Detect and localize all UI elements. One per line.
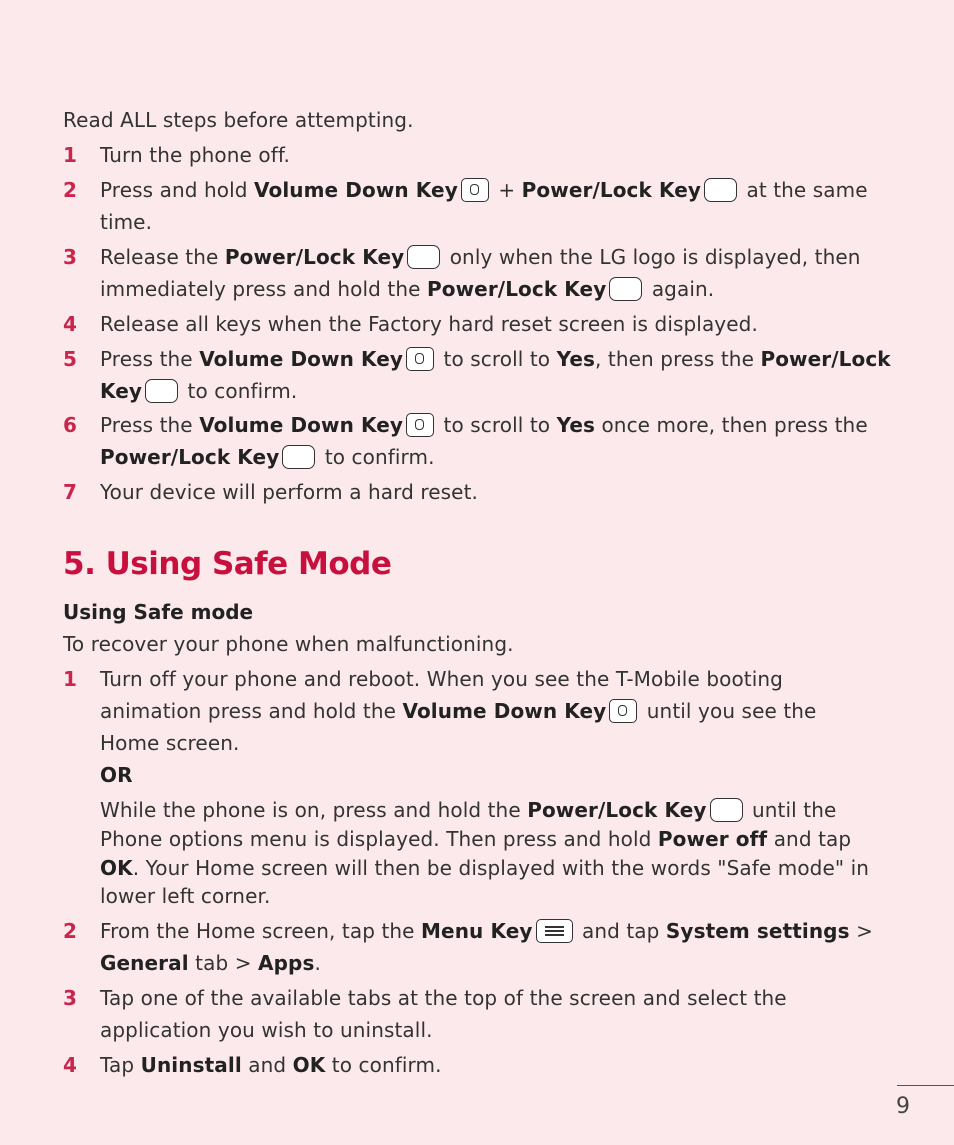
or-label: OR [100, 763, 133, 787]
menu-key-icon [536, 919, 573, 943]
volume-down-key-icon [609, 699, 637, 723]
step-text: animation press and hold the Volume Down Key until you see the [100, 699, 817, 723]
section-subtitle: Using Safe mode [63, 600, 254, 624]
power-lock-key-icon [609, 277, 642, 301]
step-text: lower left corner. [100, 884, 271, 908]
step-text: Key to confirm. [100, 379, 298, 403]
step-text: application you wish to uninstall. [100, 1018, 433, 1042]
step-text: Tap one of the available tabs at the top of the screen and select the [100, 986, 787, 1010]
step-text: Press the Volume Down Key to scroll to Yes once more, then press the [100, 413, 868, 437]
step-number: 4 [63, 1053, 77, 1077]
step-text: Power/Lock Key to confirm. [100, 445, 435, 469]
step-number: 7 [63, 480, 77, 504]
step-text: Your device will perform a hard reset. [100, 480, 478, 504]
power-lock-key-icon [282, 445, 315, 469]
footer-rule [897, 1085, 954, 1086]
power-lock-key-icon [145, 379, 178, 403]
step-number: 1 [63, 667, 77, 691]
power-lock-key-icon [710, 798, 743, 822]
step-number: 5 [63, 347, 77, 371]
step-text: Home screen. [100, 731, 240, 755]
power-lock-key-icon [704, 178, 737, 202]
step-number: 3 [63, 986, 77, 1010]
step-text: Phone options menu is displayed. Then press and hold Power off and tap [100, 827, 852, 851]
step-text: General tab > Apps. [100, 951, 321, 975]
step-text: time. [100, 210, 153, 234]
step-text: Turn the phone off. [100, 143, 291, 167]
step-text: While the phone is on, press and hold the Power/Lock Key until the [100, 798, 837, 822]
step-text: Release all keys when the Factory hard reset screen is displayed. [100, 312, 758, 336]
step-number: 4 [63, 312, 77, 336]
volume-down-key-icon [461, 178, 489, 202]
step-text: From the Home screen, tap the Menu Key and tap System settings > [100, 919, 873, 943]
page-number: 9 [896, 1094, 910, 1119]
volume-down-key-icon [406, 413, 434, 437]
step-text: immediately press and hold the Power/Lock Key again. [100, 277, 715, 301]
step-number: 1 [63, 143, 77, 167]
section-title: 5. Using Safe Mode [63, 546, 392, 582]
step-text: Tap Uninstall and OK to confirm. [100, 1053, 442, 1077]
step-number: 6 [63, 413, 77, 437]
step-text: Press and hold Volume Down Key + Power/Lock Key at the same [100, 178, 868, 202]
step-number: 3 [63, 245, 77, 269]
step-text: Press the Volume Down Key to scroll to Yes, then press the Power/Lock [100, 347, 891, 371]
step-number: 2 [63, 178, 77, 202]
step-text: OK. Your Home screen will then be displayed with the words "Safe mode" in [100, 856, 870, 880]
volume-down-key-icon [406, 347, 434, 371]
power-lock-key-icon [407, 245, 440, 269]
section-intro: To recover your phone when malfunctioning. [63, 632, 514, 656]
step-text: Turn off your phone and reboot. When you see the T-Mobile booting [100, 667, 783, 691]
intro-text: Read ALL steps before attempting. [63, 108, 414, 132]
step-number: 2 [63, 919, 77, 943]
step-text: Release the Power/Lock Key only when the LG logo is displayed, then [100, 245, 861, 269]
